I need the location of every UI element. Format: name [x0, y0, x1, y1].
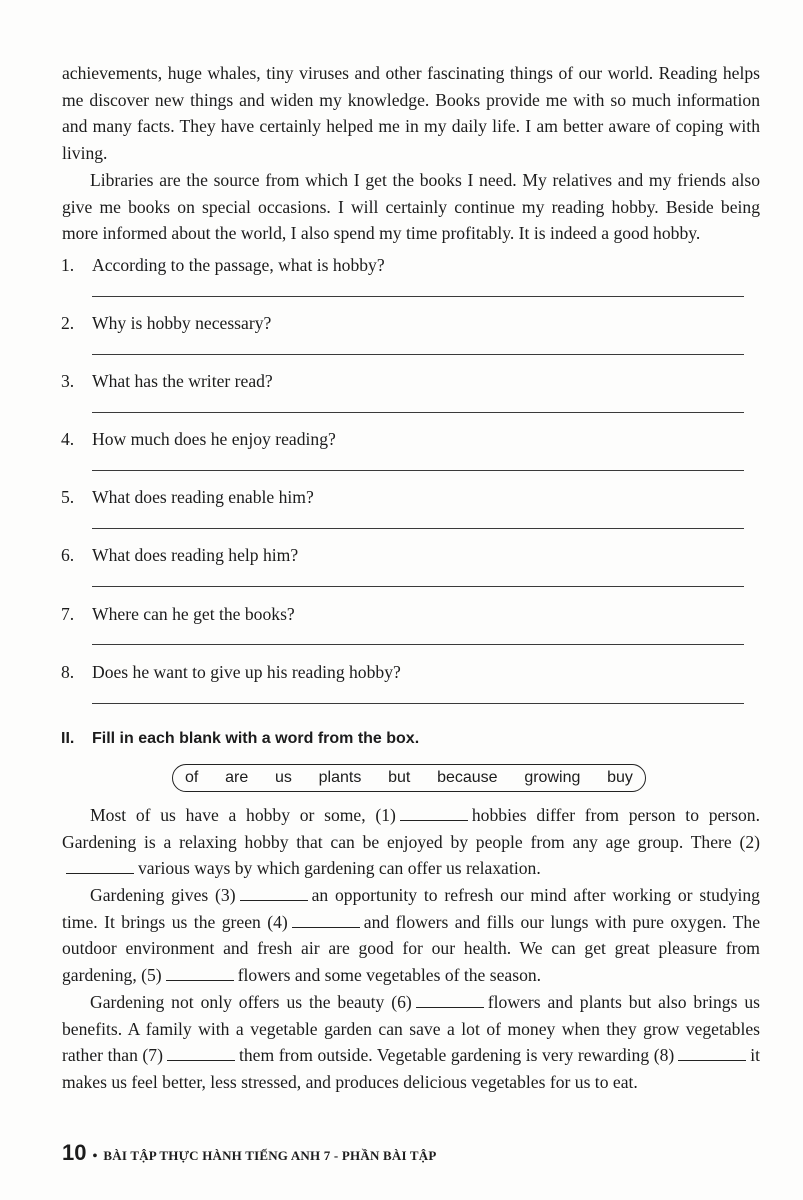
blank-7[interactable] — [167, 1046, 235, 1061]
word-option: but — [388, 769, 411, 786]
answer-line[interactable] — [92, 412, 744, 413]
blank-2[interactable] — [66, 859, 134, 874]
blank-4[interactable] — [292, 913, 360, 928]
question-number: 6. — [61, 545, 75, 565]
footer-bullet: • — [92, 1149, 98, 1164]
blank-5[interactable] — [166, 966, 234, 981]
question-text: According to the passage, what is hobby? — [92, 255, 385, 275]
question-number: 8. — [61, 662, 75, 682]
word-option: because — [437, 769, 498, 786]
blank-6[interactable] — [416, 993, 484, 1008]
blank-8[interactable] — [678, 1046, 746, 1061]
answer-line[interactable] — [92, 586, 744, 587]
blank-1[interactable] — [400, 806, 468, 821]
answer-line[interactable] — [92, 296, 744, 297]
passage-paragraph-1: achievements, huge whales, tiny viruses and other fascinating things of our world. Reading helps me discover new things and widen my knowledge. Books provide me with so much information and many facts. They have certainly helped me in my daily life. I am better aware of coping with living. — [62, 63, 760, 163]
question-number: 3. — [61, 371, 75, 391]
answer-line[interactable] — [92, 354, 744, 355]
question-text: How much does he enjoy reading? — [92, 429, 336, 449]
question-number: 5. — [61, 487, 75, 507]
passage-paragraph-2: Libraries are the source from which I get the books I need. My relatives and my friends also give me books on special occasions. I will certainly continue my reading hobby. Beside being more informed about the world, I also spend my time profitably. It is indeed a good hobby. — [62, 170, 760, 243]
answer-line[interactable] — [92, 703, 744, 704]
answer-line[interactable] — [92, 470, 744, 471]
word-option: are — [225, 769, 249, 786]
question-text: What has the writer read? — [92, 371, 273, 391]
word-option: of — [185, 769, 199, 786]
question-text: What does reading help him? — [92, 545, 299, 565]
cloze-paragraph-2: Gardening gives (3) an opportunity to refresh our mind after working or studying time. It brings us the green (4) and flowers and fills our lungs with pure oxygen. The outdoor environment and fresh air are good for our health. We can get great pleasure from gardening, (5) flowers and some vegetables of the season. — [62, 885, 761, 985]
question-number: 4. — [61, 429, 75, 449]
word-box — [172, 764, 646, 792]
cloze-paragraph-3: Gardening not only offers us the beauty (6) flowers and plants but also brings us benefits. A family with a vegetable garden can save a lot of money when they grow vegetables rather than (7) them from outside. Vegetable gardening is very rewarding (8) it makes us feel better, less stressed, and produces delicious vegetables for us to eat. — [62, 992, 761, 1092]
question-text: Where can he get the books? — [92, 604, 295, 624]
question-text: Why is hobby necessary? — [92, 313, 272, 333]
word-option: buy — [607, 769, 633, 786]
cloze-paragraph-1: Most of us have a hobby or some, (1) hobbies differ from person to person. Gardening is a relaxing hobby that can be enjoyed by people from any age group. There (2)various ways by which gardening can offer us relaxation. — [62, 805, 761, 878]
word-option: us — [274, 769, 292, 786]
section-number: II. — [61, 730, 75, 747]
question-number: 2. — [61, 313, 75, 333]
page-number: 10 — [62, 1140, 87, 1165]
book-title: BÀI TẬP THỰC HÀNH TIẾNG ANH 7 - PHẦN BÀI TẬP — [103, 1148, 437, 1163]
answer-line[interactable] — [92, 528, 744, 529]
answer-line[interactable] — [92, 644, 744, 645]
question-text: Does he want to give up his reading hobby? — [92, 662, 401, 682]
section-instruction: Fill in each blank with a word from the box. — [92, 730, 420, 747]
blank-3[interactable] — [240, 886, 308, 901]
word-option: plants — [318, 769, 362, 786]
word-option: growing — [524, 769, 581, 786]
section-title — [61, 730, 419, 748]
page-footer — [62, 1140, 437, 1166]
question-number: 7. — [61, 604, 75, 624]
question-text: What does reading enable him? — [92, 487, 314, 507]
question-number: 1. — [61, 255, 75, 275]
